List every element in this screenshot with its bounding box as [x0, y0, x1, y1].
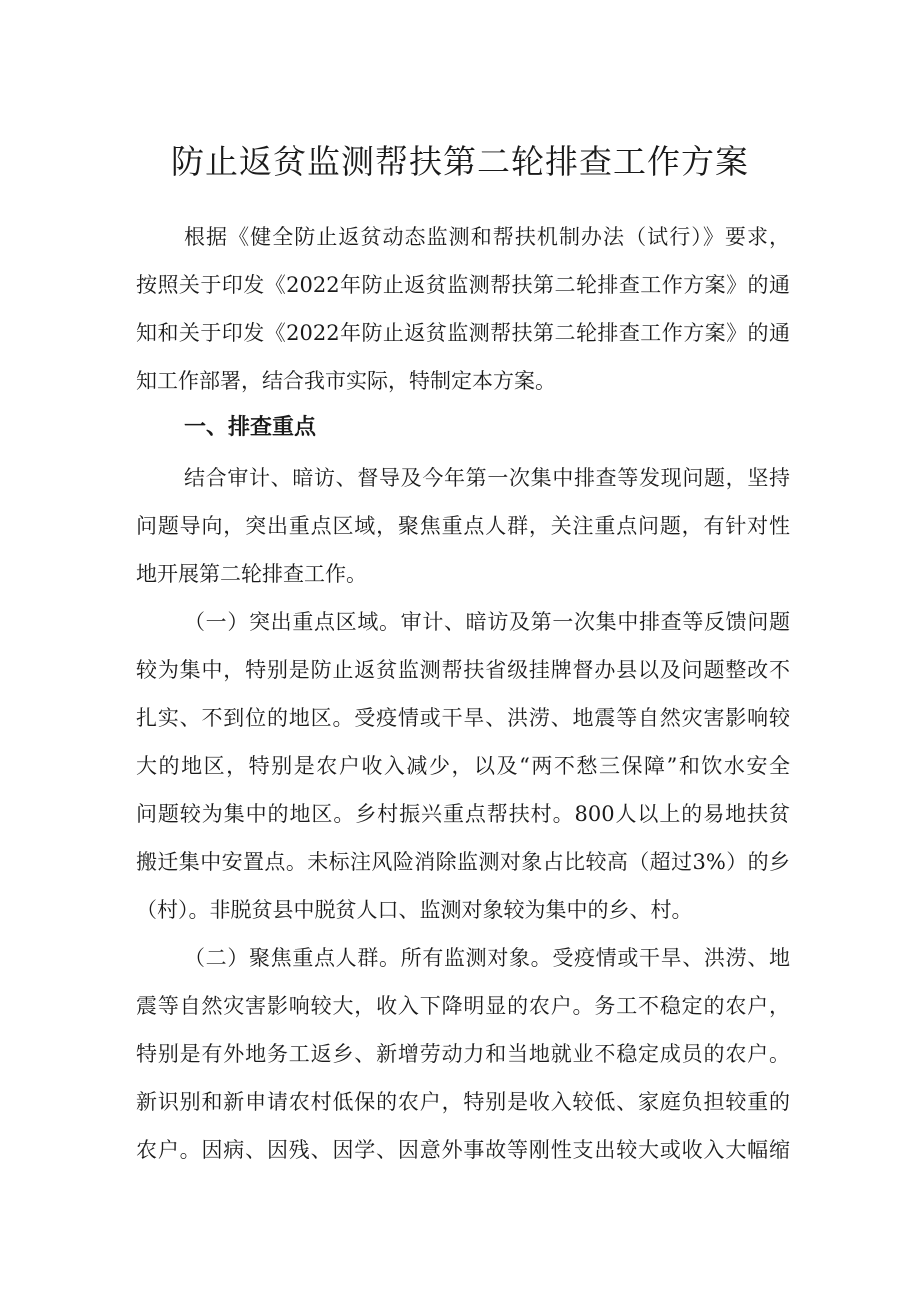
- item2-paragraph: [136, 934, 790, 1174]
- text-line: 问题较为集中的地区。乡村振兴重点帮扶村。800人以上的易地扶贫: [136, 802, 790, 826]
- section-heading: [136, 404, 790, 452]
- section1-paragraph: [136, 454, 790, 598]
- text-line: 知和关于印发《2022年防止返贫监测帮扶第二轮排查工作方案》的通: [136, 321, 790, 345]
- text-line: 地开展第二轮排查工作。: [136, 562, 367, 586]
- document-title: 防止返贫监测帮扶第二轮排查工作方案: [171, 142, 749, 181]
- intro-paragraph: [136, 213, 790, 405]
- text-line: 结合审计、暗访、督导及今年第一次集中排查等发现问题，坚持: [184, 466, 790, 490]
- text-line: 问题导向，突出重点区域，聚焦重点人群，关注重点问题，有针对性: [136, 514, 790, 538]
- text-line: 新识别和新申请农村低保的农户，特别是收入较低、家庭负担较重的: [136, 1090, 790, 1114]
- text-line: 搬迁集中安置点。未标注风险消除监测对象占比较高（超过3%）的乡: [136, 850, 790, 874]
- text-line: 扎实、不到位的地区。受疫情或干旱、洪涝、地震等自然灾害影响较: [136, 706, 790, 730]
- text-line: 知工作部署，结合我市实际，特制定本方案。: [136, 369, 556, 393]
- text-line: 较为集中，特别是防止返贫监测帮扶省级挂牌督办县以及问题整改不: [136, 658, 790, 682]
- text-line: 大的地区，特别是农户收入减少，以及“两不愁三保障”和饮水安全: [136, 754, 790, 778]
- item1-paragraph: [136, 598, 790, 934]
- text-line: 根据《健全防止返贫动态监测和帮扶机制办法（试行）》要求，: [184, 225, 790, 249]
- text-line: 特别是有外地务工返乡、新增劳动力和当地就业不稳定成员的农户。: [136, 1042, 790, 1066]
- text-line: 农户。因病、因残、因学、因意外事故等刚性支出较大或收入大幅缩: [136, 1138, 790, 1162]
- text-line: 震等自然灾害影响较大，收入下降明显的农户。务工不稳定的农户，: [136, 994, 790, 1018]
- text-line: （村）。非脱贫县中脱贫人口、监测对象较为集中的乡、村。: [136, 898, 693, 922]
- section-heading-text: 一、排查重点: [184, 415, 317, 440]
- text-line: （二）聚焦重点人群。所有监测对象。受疫情或干旱、洪涝、地: [184, 946, 790, 970]
- text-line: （一）突出重点区域。审计、暗访及第一次集中排查等反馈问题: [184, 610, 790, 634]
- text-line: 按照关于印发《2022年防止返贫监测帮扶第二轮排查工作方案》的通: [136, 273, 790, 297]
